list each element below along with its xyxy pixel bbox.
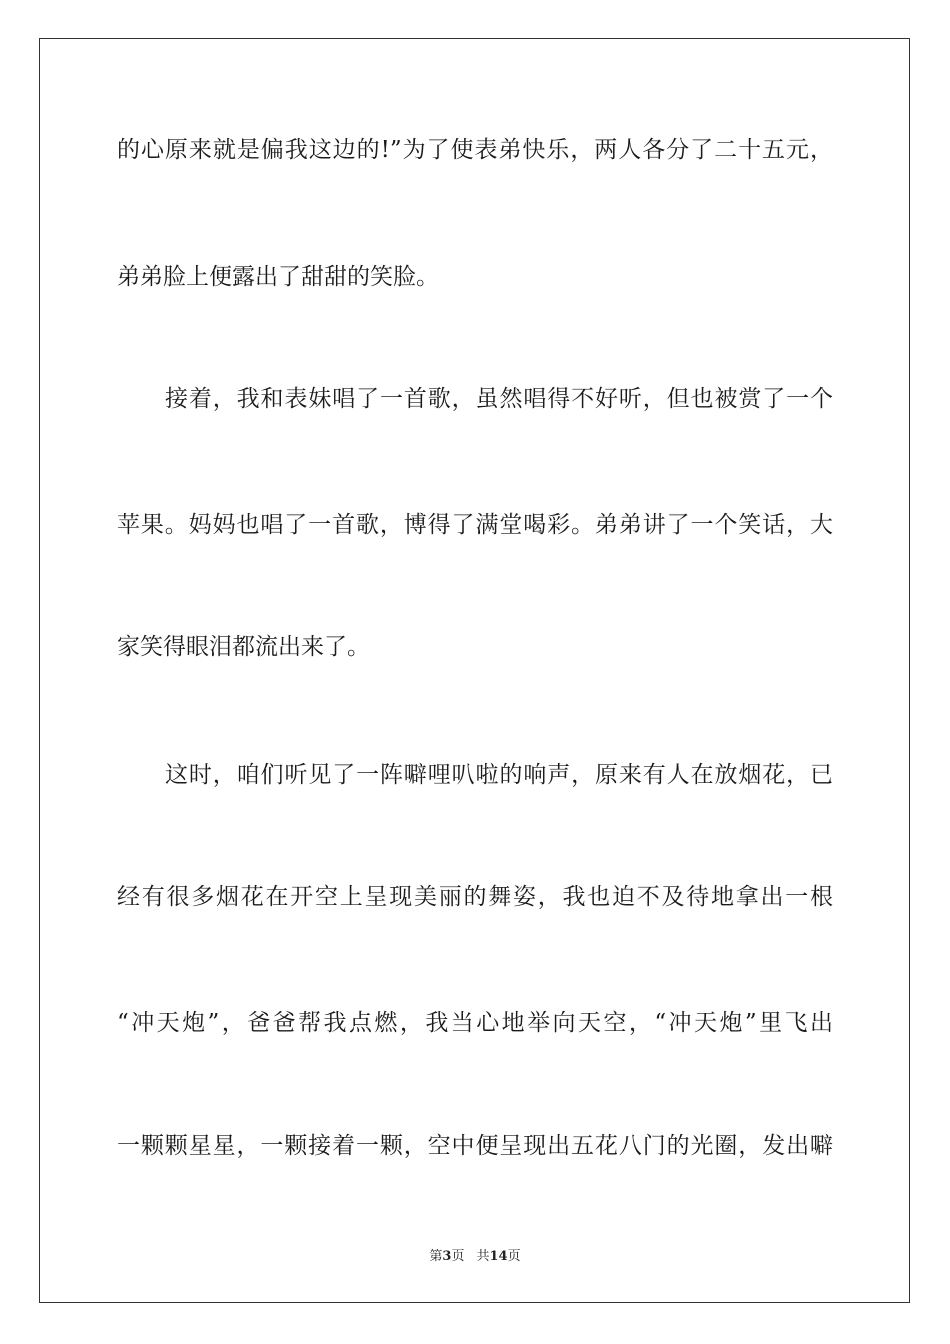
page-footer: [0, 1248, 950, 1266]
paragraph-line: 接着，我和表妹唱了一首歌，虽然唱得不好听，但也被赏了一个: [165, 386, 833, 412]
paragraph-line: 经有很多烟花在开空上呈现美丽的舞姿，我也迫不及待地拿出一根: [117, 884, 833, 910]
paragraph-line: 家笑得眼泪都流出来了。: [117, 634, 370, 660]
total-prefix: 共: [476, 1249, 490, 1264]
page-number: 3: [442, 1249, 452, 1264]
paragraph-line: 一颗颗星星，一颗接着一颗，空中便呈现出五花八门的光圈，发出噼: [117, 1133, 833, 1159]
page-border: [39, 38, 910, 1303]
page-prefix: 第: [429, 1249, 443, 1264]
paragraph-line: 这时，咱们听见了一阵噼哩叭啦的响声，原来有人在放烟花，已: [165, 762, 833, 788]
total-suffix: 页: [507, 1249, 521, 1264]
paragraph-line: 苹果。妈妈也唱了一首歌，博得了满堂喝彩。弟弟讲了一个笑话，大: [117, 512, 833, 538]
paragraph-line: 的心原来就是偏我这边的!”为了使表弟快乐，两人各分了二十五元，: [117, 137, 833, 163]
total-pages: 14: [489, 1249, 508, 1264]
page-suffix: 页: [451, 1249, 465, 1264]
paragraph-line: “冲天炮”，爸爸帮我点燃，我当心地举向天空，“冲天炮”里飞出: [117, 1010, 833, 1036]
paragraph-line: 弟弟脸上便露出了甜甜的笑脸。: [117, 264, 439, 290]
